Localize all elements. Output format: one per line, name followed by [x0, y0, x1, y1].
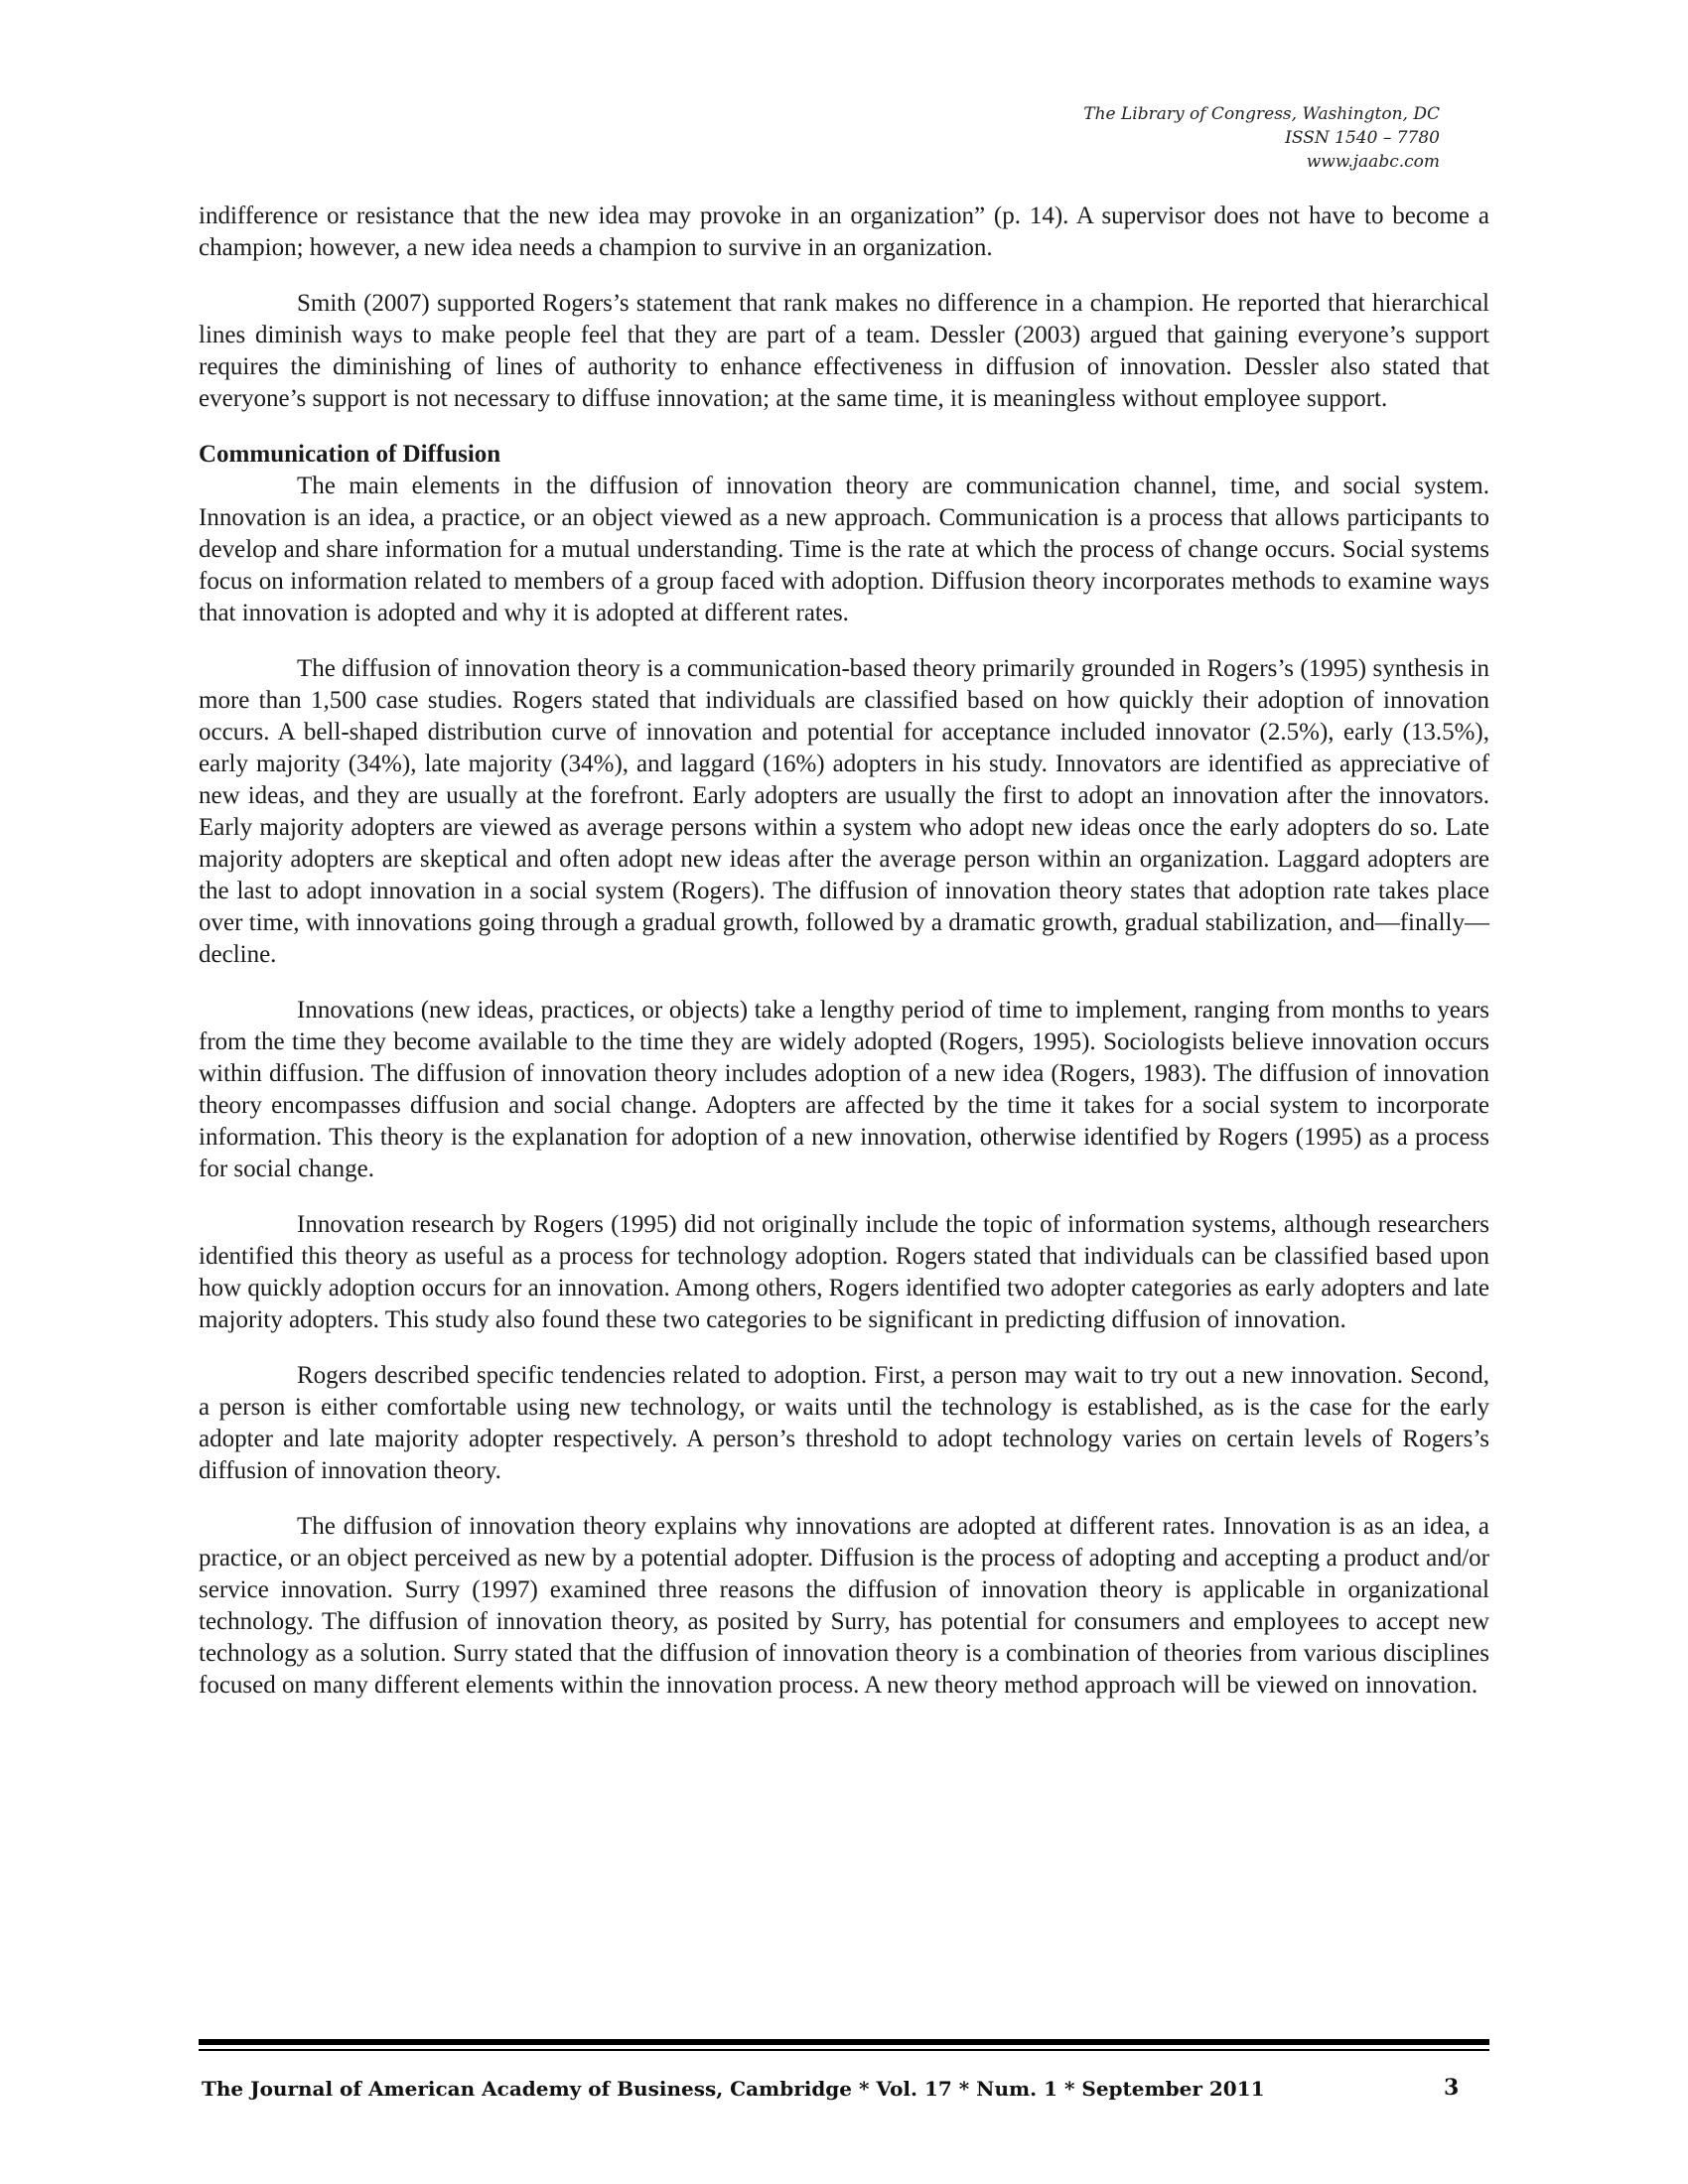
header-library: The Library of Congress, Washington, DC: [1083, 104, 1440, 124]
footer-journal-citation: The Journal of American Academy of Business, Cambridge * Vol. 17 * Num. 1 * September 2011: [202, 2077, 1265, 2101]
footer-rule-thick: [199, 2039, 1489, 2045]
footer-rule-thin: [199, 2049, 1489, 2051]
paragraph-tendencies: Rogers described specific tendencies related to adoption. First, a person may wait to try out a new innovation. Second, a person is either comfortable using new technology, or waits until the technology is established, as is the case for the early adopter and late majority adopter respectively. A person’s threshold to adopt technology varies on certain levels of Rogers’s diffusion of innovation theory.: [199, 1362, 1489, 1484]
section-heading: Communication of Diffusion: [199, 441, 501, 468]
paragraph-main-elements: The main elements in the diffusion of innovation theory are communication channel, time, and social system. Innovation is an idea, a practice, or an object viewed as a new approach. Communication is a process that allows participants to develop and share information for a mutual understanding. Time is the rate at which the process of change occurs. Social systems focus on information related to members of a group faced with adoption. Diffusion theory incorporates methods to examine ways that innovation is adopted and why it is adopted at different rates.: [199, 473, 1489, 626]
header-issn: ISSN 1540 – 7780: [1285, 128, 1440, 148]
header-website: www.jaabc.com: [1306, 152, 1440, 172]
paragraph-continuation: indifference or resistance that the new idea may provoke in an organization” (p. 14). A supervisor does not have to become a champion; however, a new idea needs a champion to survive in an organization.: [199, 203, 1489, 261]
paragraph-communication-theory: The diffusion of innovation theory is a communication-based theory primarily grounded in Rogers’s (1995) synthesis in more than 1,500 case studies. Rogers stated that individuals are classified based on how quickly their adoption of innovation occurs. A bell-shaped distribution curve of innovation and potential for acceptance included innovator (2.5%), early (13.5%), early majority (34%), late majority (34%), and laggard (16%) adopters in his study. Innovators are identified as appreciative of new ideas, and they are usually at the forefront. Early adopters are usually the first to adopt an innovation after the innovators. Early majority adopters are viewed as average persons within a system who adopt new ideas once the early adopters do so. Late majority adopters are skeptical and often adopt new ideas after the average person within an organization. Laggard adopters are the last to adopt innovation in a social system (Rogers). The diffusion of innovation theory states that adoption rate takes place over time, with innovations going through a gradual growth, followed by a dramatic growth, gradual stabilization, and—finally—decline.: [199, 655, 1489, 968]
paragraph-adoption-rates: The diffusion of innovation theory explains why innovations are adopted at different rates. Innovation is as an idea, a practice, or an object perceived as new by a potential adopter. Diffusion is the process of adopting and accepting a product and/or service innovation. Surry (1997) examined three reasons the diffusion of innovation theory is applicable in organizational technology. The diffusion of innovation theory, as posited by Surry, has potential for consumers and employees to accept new technology as a solution. Surry stated that the diffusion of innovation theory is a combination of theories from various disciplines focused on many different elements within the innovation process. A new theory method approach will be viewed on innovation.: [199, 1513, 1489, 1699]
paragraph-innovation-research: Innovation research by Rogers (1995) did not originally include the topic of information systems, although researchers identified this theory as useful as a process for technology adoption. Rogers stated that individuals can be classified based upon how quickly adoption occurs for an innovation. Among others, Rogers identified two adopter categories as early adopters and late majority adopters. This study also found these two categories to be significant in predicting diffusion of innovation.: [199, 1211, 1489, 1333]
running-header: [1083, 102, 1440, 174]
article-body: [199, 201, 1489, 1725]
paragraph-smith: Smith (2007) supported Rogers’s statement that rank makes no difference in a champion. He reported that hierarchical lines diminish ways to make people feel that they are part of a team. Dessler (2003) argued that gaining everyone’s support requires the diminishing of lines of authority to enhance effectiveness in diffusion of innovation. Dessler also stated that everyone’s support is not necessary to diffuse innovation; at the same time, it is meaningless without employee support.: [199, 290, 1489, 412]
paragraph-innovations-time: Innovations (new ideas, practices, or objects) take a lengthy period of time to implement, ranging from months to years from the time they become available to the time they are widely adopted (Rogers, 1995). Sociologists believe innovation occurs within diffusion. The diffusion of innovation theory includes adoption of a new idea (Rogers, 1983). The diffusion of innovation theory encompasses diffusion and social change. Adopters are affected by the time it takes for a social system to incorporate information. This theory is the explanation for adoption of a new innovation, otherwise identified by Rogers (1995) as a process for social change.: [199, 997, 1489, 1182]
page-number: 3: [1444, 2075, 1460, 2101]
